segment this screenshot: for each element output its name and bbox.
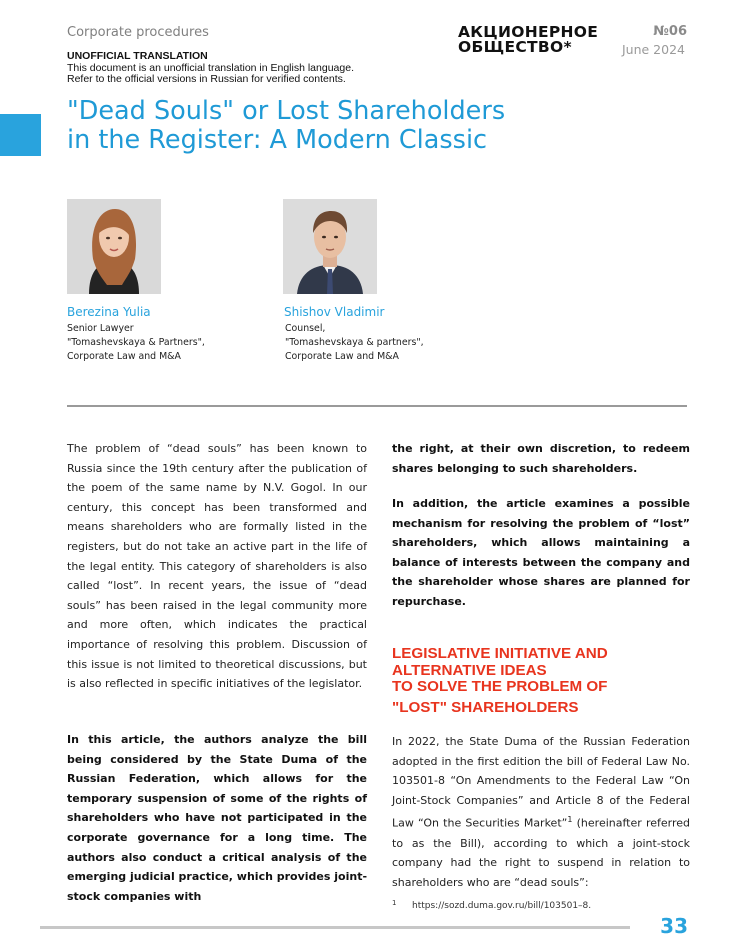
section-heading-line-1: LEGISLATIVE INITIATIVE AND bbox=[392, 645, 608, 662]
author-role: Senior Lawyer bbox=[67, 323, 134, 334]
footnote-ref[interactable]: 1 bbox=[567, 815, 573, 825]
intro-paragraph: The problem of “dead souls” has been known to Russia since the 19th century after the publication of the poem of the same name by N.V. Gogol. In our century, this concept has been transformed and means shareholders who are formally listed in the registers, but do not take an active part in the life of the legal entity. This category of shareholders is also called “lost”. In recent years, the issue of “dead souls” has been raised in the legal community more and more often, which indicates the practical importance of resolving this problem. Discussion of this issue is not limited to theoretical discussions, but is also reflected in specific initiatives of the legislator. bbox=[67, 442, 367, 691]
article-title-line-1: "Dead Souls" or Lost Shareholders bbox=[67, 96, 506, 126]
author-name-shishov: Shishov Vladimir bbox=[284, 305, 385, 319]
author-photo-berezina bbox=[67, 199, 161, 294]
unofficial-line-2: Refer to the official versions in Russian for verified contents. bbox=[67, 73, 346, 85]
section-text-after: (hereinafter referred to as the Bill), according to which a joint-stock company had the right to suspend in relation to shareholders who are “dead souls”: bbox=[392, 817, 690, 889]
summary-paragraph-left: In this article, the authors analyze the bill being considered by the State Duma of the Russian Federation, which allows for the temporary suspension of some of the rights of shareholders who have not participated in the corporate governance for a long time. The authors also conduct a critical analysis of the emerging judicial practice, which provides joint-stock companies with bbox=[67, 733, 368, 903]
footer-rule bbox=[40, 926, 630, 929]
author-name-berezina: Berezina Yulia bbox=[67, 305, 151, 319]
issue-date: June 2024 bbox=[621, 42, 685, 57]
summary-paragraph-right-1: the right, at their own discretion, to redeem shares belonging to such shareholders. bbox=[392, 442, 690, 475]
section-divider bbox=[67, 405, 687, 407]
author-practice: Corporate Law and M&A bbox=[285, 351, 399, 362]
portrait-woman-icon bbox=[67, 199, 161, 294]
footnote-link[interactable]: https://sozd.duma.gov.ru/bill/103501–8. bbox=[412, 901, 592, 911]
author-practice: Corporate Law and M&A bbox=[67, 351, 181, 362]
author-firm: "Tomashevskaya & Partners", bbox=[67, 337, 205, 348]
issue-number: №06 bbox=[653, 24, 687, 39]
unofficial-translation-note bbox=[67, 51, 354, 86]
summary-paragraph-right-2: In addition, the article examines a possible mechanism for resolving the problem of “lost” shareholders, which allows maintaining a balance of interests between the company and the shareholder whose shares are planned for repurchase. bbox=[392, 497, 690, 608]
logo-line-2: ОБЩЕСТВО* bbox=[458, 38, 572, 56]
unofficial-title: UNOFFICIAL TRANSLATION bbox=[67, 50, 208, 62]
section-text-before: In 2022, the State Duma of the Russian Federation adopted in the first edition the bill of Federal Law No. 103501-8 “On Amendments to the Federal Law “On Joint-Stock Companies” and Article 8 of the Federal Law “On the Securities Market” bbox=[392, 735, 690, 831]
section-body-paragraph bbox=[392, 732, 690, 892]
article-title-line-2: in the Register: A Modern Classic bbox=[67, 125, 488, 155]
section-label: Corporate procedures bbox=[67, 25, 209, 40]
logo-line-1: АКЦИОНЕРНОЕ bbox=[458, 23, 599, 41]
author-info-berezina bbox=[67, 322, 205, 364]
section-heading-line-4: "LOST" SHAREHOLDERS bbox=[392, 698, 579, 716]
unofficial-line-1: This document is an unofficial translation in English language. bbox=[67, 61, 354, 74]
author-role: Counsel, bbox=[285, 323, 326, 334]
journal-logo bbox=[458, 25, 598, 55]
footnote-number: 1 bbox=[392, 899, 397, 907]
portrait-man-icon bbox=[283, 199, 377, 294]
page-number: 33 bbox=[660, 914, 688, 938]
section-heading-line-3: TO SOLVE THE PROBLEM OF bbox=[392, 678, 608, 695]
section-heading bbox=[392, 646, 692, 716]
author-info-shishov bbox=[285, 322, 424, 364]
accent-block bbox=[0, 114, 41, 156]
author-photo-shishov bbox=[283, 199, 377, 294]
section-heading-line-2: ALTERNATIVE IDEAS bbox=[392, 661, 547, 679]
author-firm: "Tomashevskaya & partners", bbox=[285, 337, 424, 348]
article-title bbox=[67, 97, 627, 155]
